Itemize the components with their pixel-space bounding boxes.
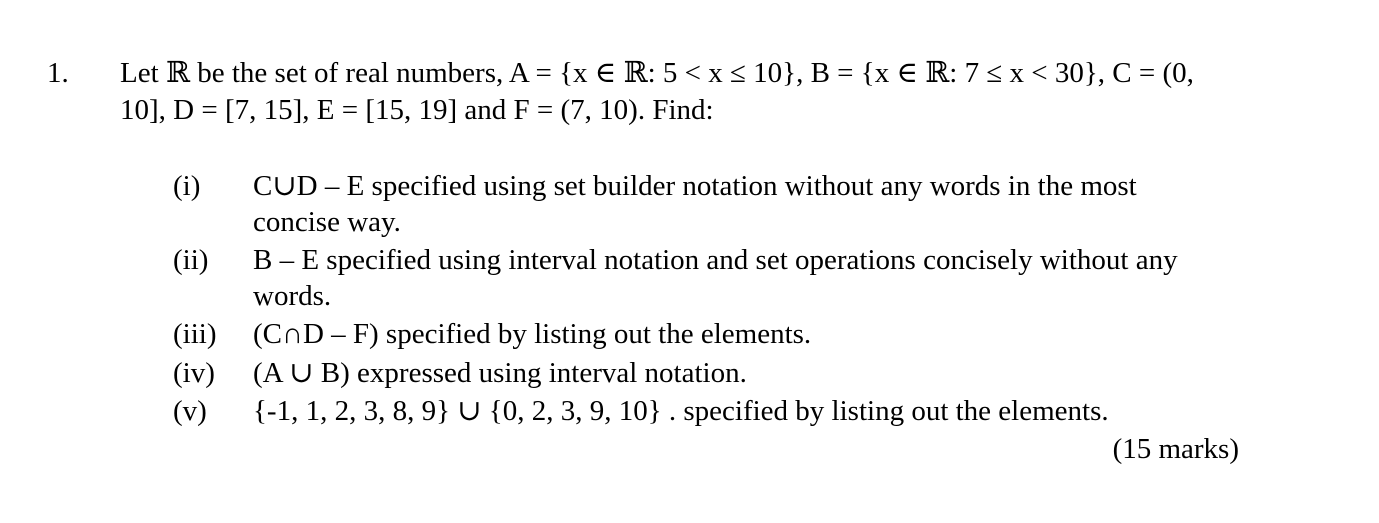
sub-question-text-line-2: concise way.: [253, 206, 401, 238]
sub-question-label: (iv): [173, 357, 215, 389]
sub-question-label: (i): [173, 170, 201, 202]
sub-question-text: [253, 316, 1293, 352]
question-number: 1.: [47, 57, 69, 89]
sub-question-text: [253, 355, 1293, 391]
sub-question-text: [253, 242, 1293, 314]
question-stem: [120, 55, 1330, 129]
question-stem-line-1: Let ℝ be the set of real numbers, A = {x ∈ ℝ: 5 < x ≤ 10}, B = {x ∈ ℝ: 7 ≤ x < 30}, C = (0,: [120, 57, 1194, 89]
marks-allocation: (15 marks): [1112, 433, 1239, 465]
sub-question-label: (iii): [173, 318, 217, 350]
sub-question-text: [253, 168, 1293, 240]
sub-question-text-line-1: B – E specified using interval notation and set operations concisely without any: [253, 244, 1178, 276]
question-stem-line-2: 10], D = [7, 15], E = [15, 19] and F = (7, 10). Find:: [120, 94, 714, 126]
sub-question-text-line-1: C∪D – E specified using set builder notation without any words in the most: [253, 170, 1137, 202]
sub-question-label: (v): [173, 395, 207, 427]
sub-question-label: (ii): [173, 244, 209, 276]
sub-question-text-line-1: (A ∪ B) expressed using interval notation.: [253, 357, 747, 389]
sub-question-text: [253, 393, 1293, 429]
sub-question-text-line-2: words.: [253, 280, 332, 312]
sub-question-text-line-1: (C∩D – F) specified by listing out the elements.: [253, 318, 812, 350]
sub-question-text-line-1: {-1, 1, 2, 3, 8, 9} ∪ {0, 2, 3, 9, 10} . specified by listing out the elements.: [253, 395, 1109, 427]
